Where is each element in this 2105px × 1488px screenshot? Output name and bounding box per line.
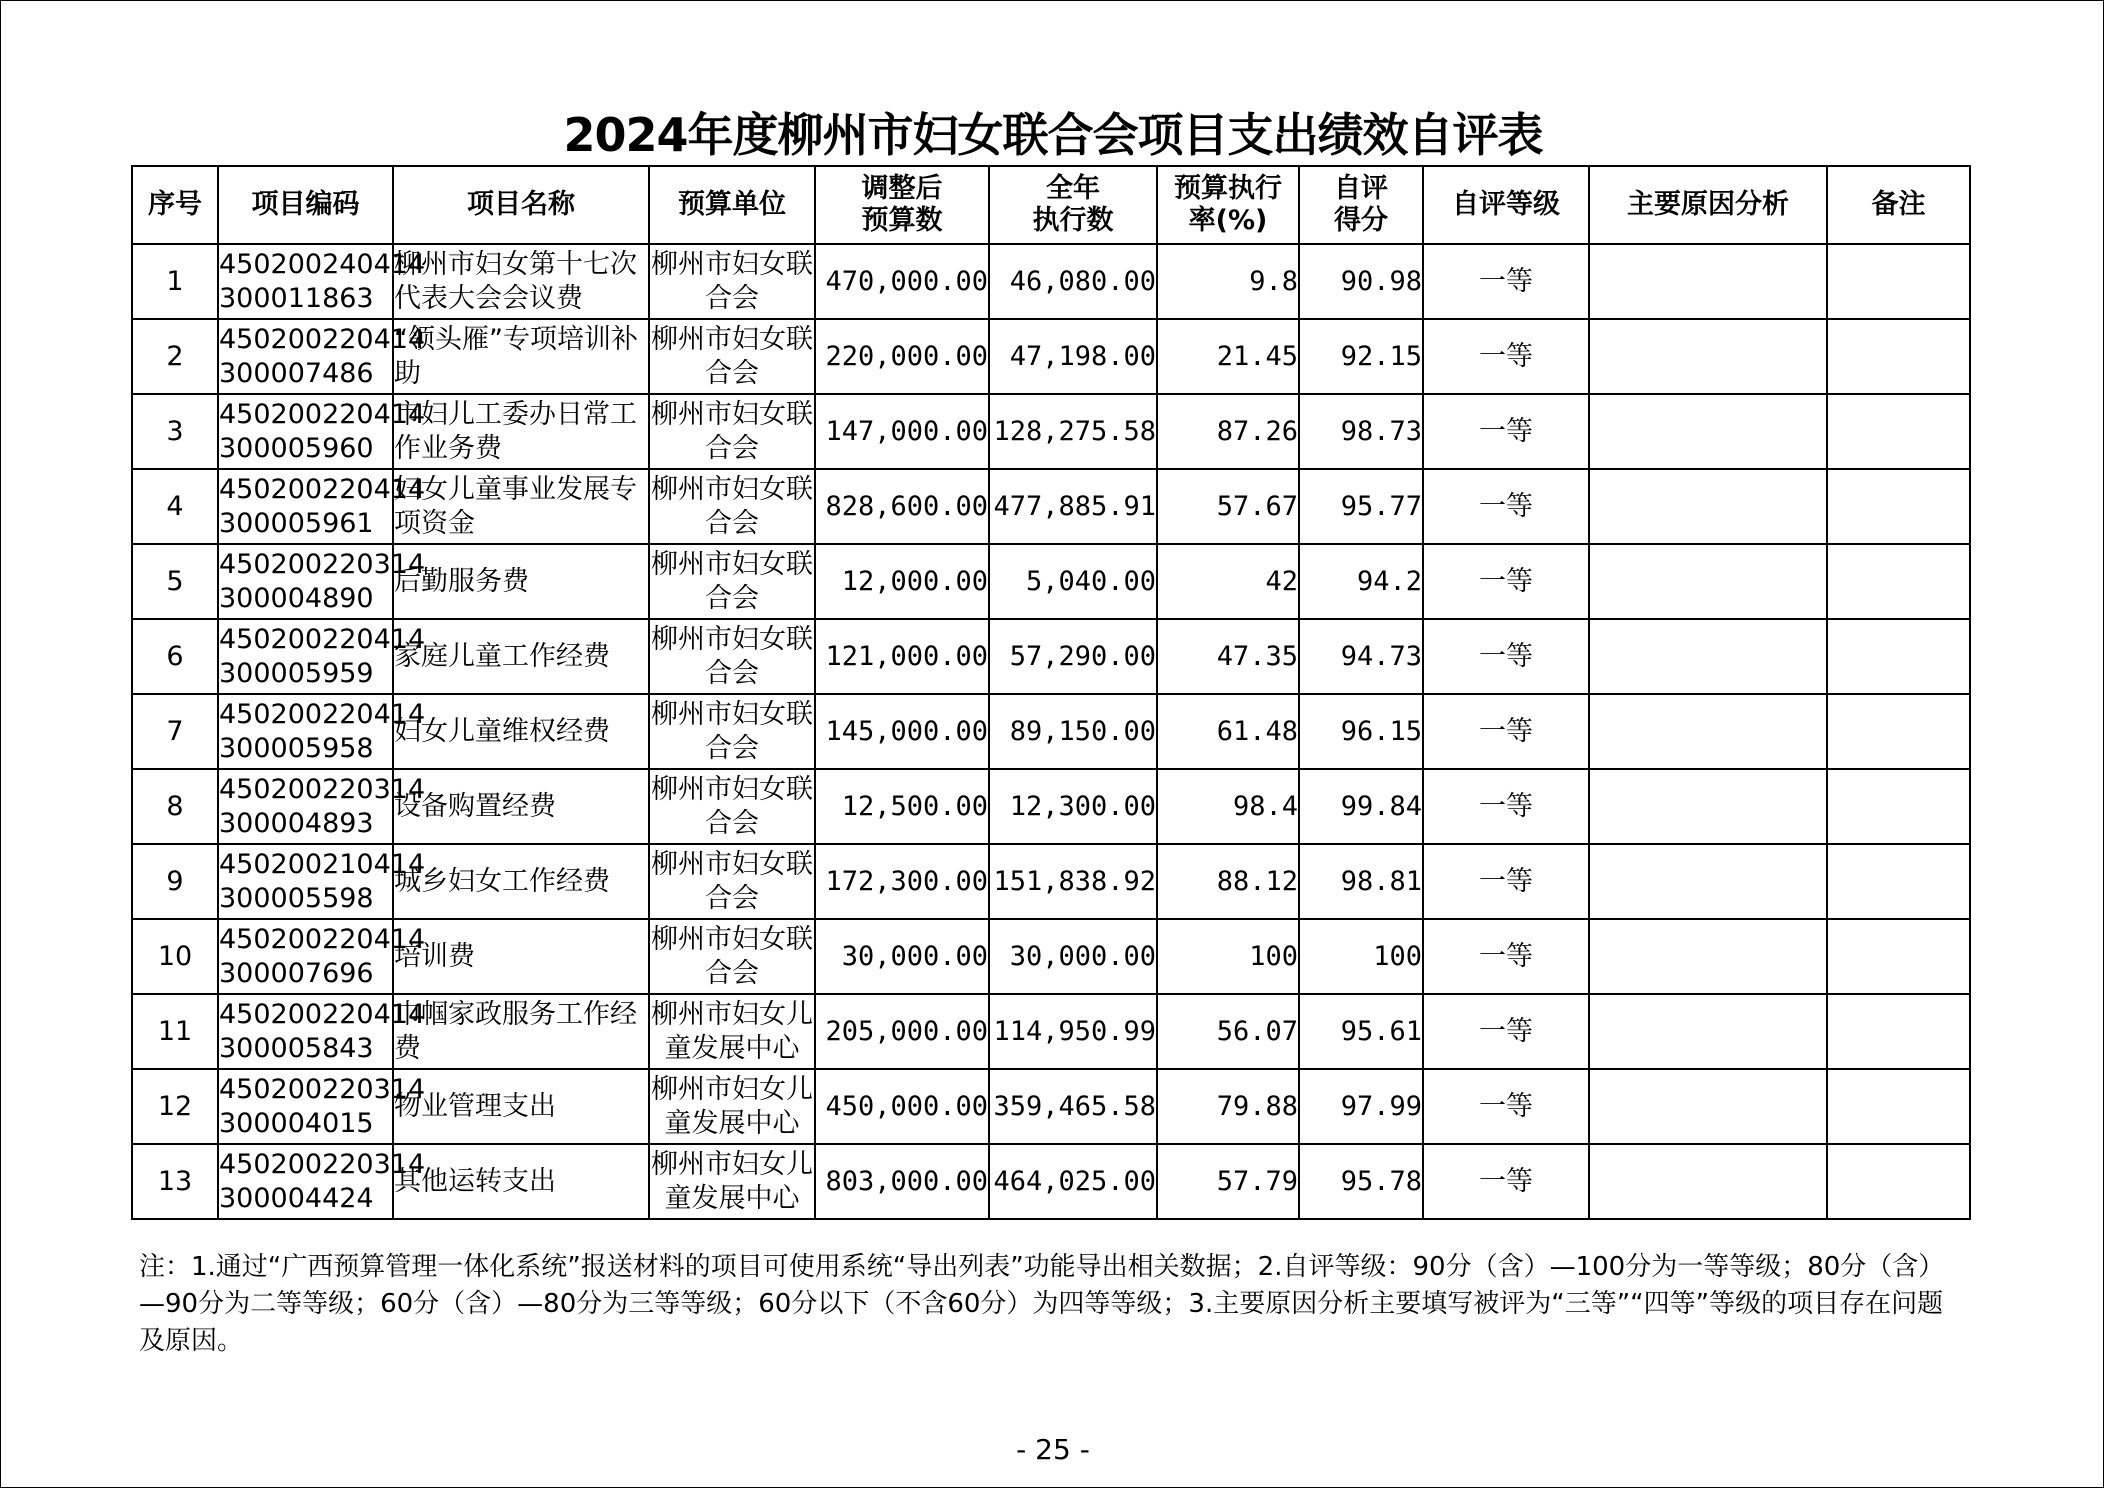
- project-code-line: 300007486: [219, 357, 374, 389]
- budget-unit-cell: 柳州市妇女联合会: [649, 769, 815, 844]
- column-header: 序号: [132, 166, 218, 244]
- project-code-line: 450200220414: [219, 473, 426, 505]
- remark-cell: [1827, 1069, 1970, 1144]
- table-row: [132, 544, 1970, 619]
- adjusted-budget-cell: 470,000.00: [815, 244, 989, 319]
- column-header: 预算单位: [649, 166, 815, 244]
- project-code-line: 450200220414: [219, 923, 426, 955]
- reason-analysis-cell: [1589, 844, 1827, 919]
- column-header: 全年 执行数: [989, 166, 1157, 244]
- execution-rate-cell: 88.12: [1157, 844, 1299, 919]
- budget-unit-cell: 柳州市妇女联合会: [649, 844, 815, 919]
- reason-analysis-cell: [1589, 244, 1827, 319]
- table-row: [132, 244, 1970, 319]
- reason-analysis-cell: [1589, 619, 1827, 694]
- project-code-line: 300011863: [219, 282, 374, 314]
- execution-rate-cell: 57.67: [1157, 469, 1299, 544]
- adjusted-budget-cell: 121,000.00: [815, 619, 989, 694]
- project-code-line: 450200240414: [219, 248, 426, 280]
- project-code-line: 450200220414: [219, 323, 426, 355]
- table-row: [132, 319, 1970, 394]
- self-grade-cell: 一等: [1423, 469, 1589, 544]
- adjusted-budget-cell: 12,000.00: [815, 544, 989, 619]
- row-index-cell: 13: [132, 1144, 218, 1219]
- remark-cell: [1827, 994, 1970, 1069]
- column-header: 调整后 预算数: [815, 166, 989, 244]
- self-score-cell: 98.73: [1299, 394, 1423, 469]
- footnote: 注：1.通过“广西预算管理一体化系统”报送材料的项目可使用系统“导出列表”功能导出相关数据；2.自评等级：90分（含）—100分为一等等级；80分（含）—90分为二等等级；60分（含）—80分为三等等级；60分以下（不含60分）为四等等级；3.主要原因分析主要填写被评为“三等”“四等”等级的项目存在问题及原因。: [139, 1252, 1945, 1356]
- self-grade-cell: 一等: [1423, 844, 1589, 919]
- project-code-line: 450200220414: [219, 998, 426, 1030]
- execution-rate-cell: 57.79: [1157, 1144, 1299, 1219]
- project-code-line: 300004890: [219, 582, 374, 614]
- execution-rate-cell: 9.8: [1157, 244, 1299, 319]
- execution-rate-cell: 42: [1157, 544, 1299, 619]
- remark-cell: [1827, 394, 1970, 469]
- project-code-line: 300007696: [219, 957, 374, 989]
- annual-execution-cell: 464,025.00: [989, 1144, 1157, 1219]
- project-name-cell: 物业管理支出: [393, 1069, 649, 1144]
- table-body: [132, 244, 1970, 1219]
- project-code-line: 300004015: [219, 1107, 374, 1139]
- column-header: 自评等级: [1423, 166, 1589, 244]
- annual-execution-cell: 359,465.58: [989, 1069, 1157, 1144]
- adjusted-budget-cell: 30,000.00: [815, 919, 989, 994]
- budget-unit-cell: 柳州市妇女联合会: [649, 319, 815, 394]
- budget-unit-cell: 柳州市妇女联合会: [649, 544, 815, 619]
- row-index-cell: 9: [132, 844, 218, 919]
- budget-unit-cell: 柳州市妇女联合会: [649, 694, 815, 769]
- self-score-cell: 99.84: [1299, 769, 1423, 844]
- column-header: 项目名称: [393, 166, 649, 244]
- project-name-cell: 市妇儿工委办日常工作业务费: [393, 394, 649, 469]
- execution-rate-cell: 98.4: [1157, 769, 1299, 844]
- column-header: 预算执行 率(%): [1157, 166, 1299, 244]
- self-score-cell: 90.98: [1299, 244, 1423, 319]
- project-name-cell: 柳州市妇女第十七次代表大会会议费: [393, 244, 649, 319]
- table-row: [132, 694, 1970, 769]
- remark-cell: [1827, 769, 1970, 844]
- self-grade-cell: 一等: [1423, 919, 1589, 994]
- table-row: [132, 844, 1970, 919]
- project-code-line: 300005959: [219, 657, 374, 689]
- project-code-cell: [218, 544, 426, 619]
- self-grade-cell: 一等: [1423, 619, 1589, 694]
- self-score-cell: 100: [1299, 919, 1423, 994]
- project-code-cell: [218, 1144, 426, 1219]
- self-grade-cell: 一等: [1423, 394, 1589, 469]
- project-code-cell: [218, 394, 426, 469]
- remark-cell: [1827, 844, 1970, 919]
- table-row: [132, 1069, 1970, 1144]
- adjusted-budget-cell: 220,000.00: [815, 319, 989, 394]
- annual-execution-cell: 5,040.00: [989, 544, 1157, 619]
- adjusted-budget-cell: 205,000.00: [815, 994, 989, 1069]
- annual-execution-cell: 46,080.00: [989, 244, 1157, 319]
- self-grade-cell: 一等: [1423, 694, 1589, 769]
- row-index-cell: 10: [132, 919, 218, 994]
- project-code-cell: [218, 919, 426, 994]
- row-index-cell: 2: [132, 319, 218, 394]
- project-code-line: 450200220314: [219, 1073, 426, 1105]
- project-code-cell: [218, 319, 426, 394]
- adjusted-budget-cell: 147,000.00: [815, 394, 989, 469]
- project-name-cell: 妇女儿童维权经费: [393, 694, 649, 769]
- project-code-line: 300004893: [219, 807, 374, 839]
- execution-rate-cell: 56.07: [1157, 994, 1299, 1069]
- reason-analysis-cell: [1589, 394, 1827, 469]
- project-code-cell: [218, 769, 426, 844]
- annual-execution-cell: 47,198.00: [989, 319, 1157, 394]
- project-code-line: 450200220314: [219, 1148, 426, 1180]
- reason-analysis-cell: [1589, 994, 1827, 1069]
- remark-cell: [1827, 619, 1970, 694]
- project-code-line: 300005598: [219, 882, 374, 914]
- self-score-cell: 97.99: [1299, 1069, 1423, 1144]
- column-header: 自评 得分: [1299, 166, 1423, 244]
- row-index-cell: 6: [132, 619, 218, 694]
- self-score-cell: 95.78: [1299, 1144, 1423, 1219]
- project-name-cell: 巾帼家政服务工作经费: [393, 994, 649, 1069]
- table-row: [132, 994, 1970, 1069]
- project-code-cell: [218, 994, 426, 1069]
- table-row: [132, 769, 1970, 844]
- row-index-cell: 11: [132, 994, 218, 1069]
- row-index-cell: 5: [132, 544, 218, 619]
- budget-unit-cell: 柳州市妇女联合会: [649, 469, 815, 544]
- column-header: 主要原因分析: [1589, 166, 1827, 244]
- remark-cell: [1827, 244, 1970, 319]
- reason-analysis-cell: [1589, 544, 1827, 619]
- budget-unit-cell: 柳州市妇女儿童发展中心: [649, 1144, 815, 1219]
- table-row: [132, 394, 1970, 469]
- execution-rate-cell: 87.26: [1157, 394, 1299, 469]
- self-score-cell: 92.15: [1299, 319, 1423, 394]
- budget-unit-cell: 柳州市妇女联合会: [649, 394, 815, 469]
- execution-rate-cell: 47.35: [1157, 619, 1299, 694]
- project-code-cell: [218, 844, 426, 919]
- project-code-line: 300005843: [219, 1032, 374, 1064]
- adjusted-budget-cell: 803,000.00: [815, 1144, 989, 1219]
- self-grade-cell: 一等: [1423, 1069, 1589, 1144]
- row-index-cell: 3: [132, 394, 218, 469]
- annual-execution-cell: 12,300.00: [989, 769, 1157, 844]
- row-index-cell: 7: [132, 694, 218, 769]
- project-code-line: 450200220414: [219, 698, 426, 730]
- annual-execution-cell: 151,838.92: [989, 844, 1157, 919]
- project-name-cell: 设备购置经费: [393, 769, 649, 844]
- self-score-cell: 96.15: [1299, 694, 1423, 769]
- self-score-cell: 95.77: [1299, 469, 1423, 544]
- project-name-cell: 培训费: [393, 919, 649, 994]
- project-code-cell: [218, 244, 426, 319]
- project-code-line: 300004424: [219, 1182, 374, 1214]
- annual-execution-cell: 477,885.91: [989, 469, 1157, 544]
- row-index-cell: 8: [132, 769, 218, 844]
- project-code-cell: [218, 694, 426, 769]
- self-score-cell: 94.2: [1299, 544, 1423, 619]
- row-index-cell: 4: [132, 469, 218, 544]
- project-name-cell: 家庭儿童工作经费: [393, 619, 649, 694]
- self-grade-cell: 一等: [1423, 319, 1589, 394]
- remark-cell: [1827, 694, 1970, 769]
- table-row: [132, 619, 1970, 694]
- project-name-cell: 其他运转支出: [393, 1144, 649, 1219]
- self-grade-cell: 一等: [1423, 544, 1589, 619]
- row-index-cell: 1: [132, 244, 218, 319]
- execution-rate-cell: 79.88: [1157, 1069, 1299, 1144]
- project-name-cell: 后勤服务费: [393, 544, 649, 619]
- remark-cell: [1827, 469, 1970, 544]
- project-code-line: 300005958: [219, 732, 374, 764]
- annual-execution-cell: 114,950.99: [989, 994, 1157, 1069]
- reason-analysis-cell: [1589, 769, 1827, 844]
- reason-analysis-cell: [1589, 1144, 1827, 1219]
- budget-unit-cell: 柳州市妇女联合会: [649, 619, 815, 694]
- project-name-cell: “领头雁”专项培训补助: [393, 319, 649, 394]
- project-code-cell: [218, 1069, 426, 1144]
- budget-unit-cell: 柳州市妇女儿童发展中心: [649, 994, 815, 1069]
- annual-execution-cell: 57,290.00: [989, 619, 1157, 694]
- project-code-line: 450200220414: [219, 623, 426, 655]
- budget-unit-cell: 柳州市妇女儿童发展中心: [649, 1069, 815, 1144]
- project-code-line: 450200210414: [219, 848, 426, 880]
- self-grade-cell: 一等: [1423, 994, 1589, 1069]
- self-score-cell: 95.61: [1299, 994, 1423, 1069]
- annual-execution-cell: 128,275.58: [989, 394, 1157, 469]
- project-name-cell: 城乡妇女工作经费: [393, 844, 649, 919]
- performance-table: [131, 165, 1971, 1220]
- remark-cell: [1827, 1144, 1970, 1219]
- self-score-cell: 94.73: [1299, 619, 1423, 694]
- project-code-line: 450200220314: [219, 548, 426, 580]
- column-header: 项目编码: [218, 166, 393, 244]
- table-row: [132, 1144, 1970, 1219]
- self-grade-cell: 一等: [1423, 769, 1589, 844]
- project-code-line: 300005961: [219, 507, 374, 539]
- table-row: [132, 919, 1970, 994]
- self-grade-cell: 一等: [1423, 244, 1589, 319]
- execution-rate-cell: 61.48: [1157, 694, 1299, 769]
- header-row: [132, 166, 1970, 244]
- budget-unit-cell: 柳州市妇女联合会: [649, 244, 815, 319]
- execution-rate-cell: 21.45: [1157, 319, 1299, 394]
- budget-unit-cell: 柳州市妇女联合会: [649, 919, 815, 994]
- project-code-line: 300005960: [219, 432, 374, 464]
- annual-execution-cell: 30,000.00: [989, 919, 1157, 994]
- column-header: 备注: [1827, 166, 1970, 244]
- reason-analysis-cell: [1589, 1069, 1827, 1144]
- self-grade-cell: 一等: [1423, 1144, 1589, 1219]
- table-row: [132, 469, 1970, 544]
- adjusted-budget-cell: 12,500.00: [815, 769, 989, 844]
- project-code-line: 450200220314: [219, 773, 426, 805]
- reason-analysis-cell: [1589, 469, 1827, 544]
- adjusted-budget-cell: 450,000.00: [815, 1069, 989, 1144]
- project-code-line: 450200220414: [219, 398, 426, 430]
- page-title: 2024年度柳州市妇女联合会项目支出绩效自评表: [563, 108, 1543, 162]
- execution-rate-cell: 100: [1157, 919, 1299, 994]
- adjusted-budget-cell: 828,600.00: [815, 469, 989, 544]
- project-code-cell: [218, 619, 426, 694]
- row-index-cell: 12: [132, 1069, 218, 1144]
- annual-execution-cell: 89,150.00: [989, 694, 1157, 769]
- reason-analysis-cell: [1589, 319, 1827, 394]
- remark-cell: [1827, 919, 1970, 994]
- project-name-cell: 妇女儿童事业发展专项资金: [393, 469, 649, 544]
- adjusted-budget-cell: 145,000.00: [815, 694, 989, 769]
- reason-analysis-cell: [1589, 919, 1827, 994]
- project-code-cell: [218, 469, 426, 544]
- adjusted-budget-cell: 172,300.00: [815, 844, 989, 919]
- self-score-cell: 98.81: [1299, 844, 1423, 919]
- remark-cell: [1827, 319, 1970, 394]
- remark-cell: [1827, 544, 1970, 619]
- page-number: - 25 -: [1016, 1433, 1090, 1466]
- reason-analysis-cell: [1589, 694, 1827, 769]
